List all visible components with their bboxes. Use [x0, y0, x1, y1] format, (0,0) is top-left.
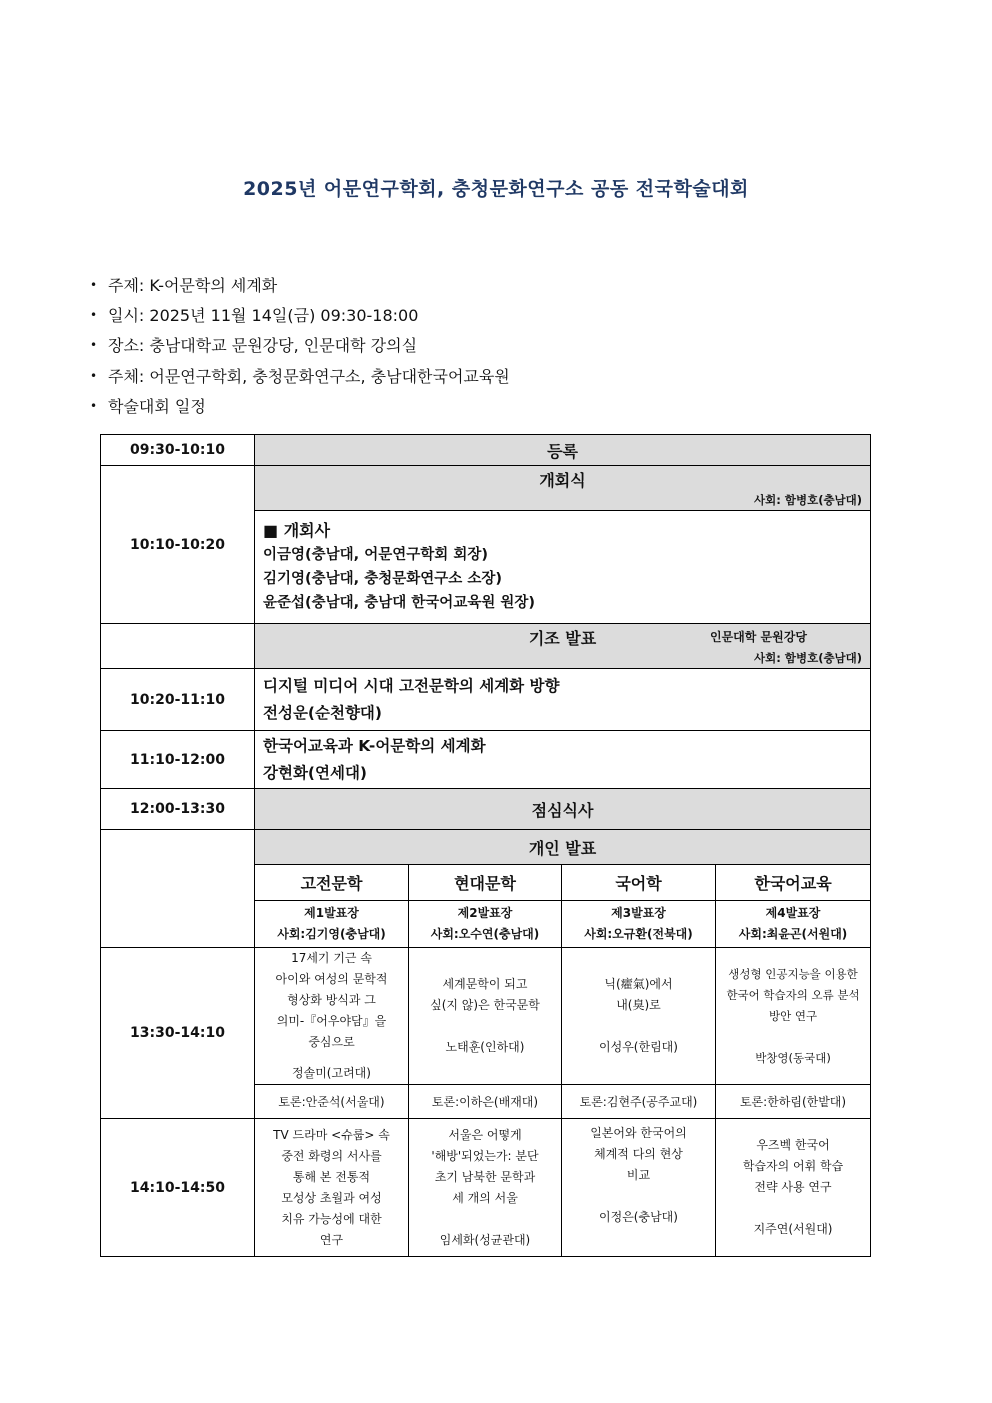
room-name: 제2발표장 — [457, 906, 513, 920]
room-cell — [255, 901, 409, 948]
registration-label: 등록 — [255, 435, 871, 466]
individual-header-row — [101, 830, 871, 865]
info-host — [90, 361, 510, 391]
paper-title-line: 통해 본 전통적 — [292, 1169, 371, 1184]
paper-title-line: 치유 가능성에 대한 — [281, 1211, 382, 1226]
paper-title-line: '해방'되었는가: 분단 — [431, 1148, 539, 1163]
paper-author: 박창영(동국대) — [755, 1050, 831, 1065]
room-name: 제4발표장 — [765, 906, 821, 920]
bullet-icon: • — [90, 308, 98, 323]
paper-title-line: 연구 — [319, 1232, 344, 1247]
paper-cell — [409, 1119, 562, 1257]
info-theme — [90, 270, 510, 300]
bullet-icon: • — [90, 368, 98, 383]
paper-cell — [255, 948, 409, 1085]
keynote-talk — [255, 669, 871, 731]
keynote-header — [255, 624, 871, 669]
room-moderator: 사회:오규환(전북대) — [584, 927, 693, 941]
opening-moderator: 사회: 함병호(충남대) — [754, 493, 863, 507]
discussant: 토론:안준석(서울대) — [255, 1085, 409, 1119]
room-moderator: 사회:김기영(충남대) — [277, 927, 386, 941]
paper-title-line: 세계문학이 되고 — [442, 977, 528, 991]
room-cell — [716, 901, 871, 948]
time-cell: 10:10-10:20 — [101, 466, 255, 624]
opening-label: 개회식 — [539, 471, 586, 490]
paper-title-line: 형상화 방식과 그 — [287, 993, 376, 1007]
time-cell: 09:30-10:10 — [101, 435, 255, 466]
opening-speech-title: ■ 개회사 — [263, 521, 331, 540]
discussant: 토론:김현주(공주교대) — [562, 1085, 716, 1119]
paper-title-line: 전략 사용 연구 — [754, 1180, 832, 1194]
talk-speaker: 강현화(연세대) — [263, 763, 368, 782]
paper-title-line: 내(臭)로 — [616, 998, 661, 1012]
time-cell: 13:30-14:10 — [101, 948, 255, 1119]
info-place — [90, 330, 510, 360]
paper-cell — [255, 1119, 409, 1257]
paper-author: 이정은(충남대) — [599, 1210, 678, 1224]
keynote-location: 인문대학 문원강당 — [710, 630, 807, 644]
paper-title-line: 의미-『어우야담』을 — [276, 1014, 387, 1028]
paper-title-line: 17세기 기근 속 — [291, 951, 372, 965]
paper-title-line: 방안 연구 — [768, 1008, 818, 1023]
keynote-talk — [255, 731, 871, 789]
paper-title-line: 체계적 다의 현상 — [594, 1147, 683, 1161]
paper-title-line: 비교 — [626, 1168, 651, 1182]
opening-speaker: 이금영(충남대, 어문연구학회 회장) — [263, 547, 488, 563]
talk-title: 한국어교육과 K-어문학의 세계화 — [263, 736, 486, 755]
session-1-row — [101, 948, 871, 1085]
bullet-icon: • — [90, 278, 98, 292]
talk-title: 디지털 미디어 시대 고전문학의 세계화 방향 — [263, 676, 560, 695]
empty-time-cell — [101, 624, 255, 669]
keynote-header-row — [101, 624, 871, 669]
opening-speaker: 김기영(충남대, 충청문화연구소 소장) — [263, 571, 502, 587]
paper-author: 지주연(서원대) — [753, 1222, 833, 1236]
info-list — [90, 270, 510, 421]
registration-row — [101, 435, 871, 466]
paper-author: 임세화(성균관대) — [439, 1232, 531, 1247]
paper-title-line: 일본어와 한국어의 — [590, 1126, 687, 1140]
keynote-talk-row — [101, 669, 871, 731]
schedule-table — [100, 434, 871, 1257]
opening-body — [255, 511, 871, 624]
paper-title-line: 우즈벡 한국어 — [756, 1138, 830, 1152]
paper-cell — [716, 1119, 871, 1257]
paper-title-line: 초기 남북한 문학과 — [434, 1169, 536, 1184]
time-cell: 11:10-12:00 — [101, 731, 255, 789]
paper-title-line: 닉(癨氣)에서 — [604, 977, 673, 991]
individual-label: 개인 발표 — [255, 830, 871, 865]
room-cell — [409, 901, 562, 948]
time-cell: 14:10-14:50 — [101, 1119, 255, 1257]
info-theme-text: 주제: K-어문학의 세계화 — [108, 276, 278, 295]
track-name: 국어학 — [562, 865, 716, 901]
info-schedule — [90, 391, 510, 421]
track-name: 현대문학 — [409, 865, 562, 901]
room-cell — [562, 901, 716, 948]
opening-header-row — [101, 466, 871, 511]
paper-title-line: 싶(지 않)은 한국문학 — [430, 998, 540, 1012]
paper-title-line: 모성상 초월과 여성 — [281, 1190, 382, 1205]
info-place-text: 장소: 충남대학교 문원강당, 인문대학 강의실 — [108, 336, 418, 356]
paper-cell — [716, 948, 871, 1085]
info-date — [90, 300, 510, 330]
paper-title-line: 중심으로 — [308, 1035, 355, 1049]
time-cell: 12:00-13:30 — [101, 789, 255, 830]
room-name: 제3발표장 — [611, 906, 666, 920]
paper-title-line: 생성형 인공지능을 이용한 — [728, 966, 858, 981]
info-host-text: 주체: 어문연구학회, 충청문화연구소, 충남대한국어교육원 — [108, 366, 510, 386]
bullet-icon: • — [90, 398, 98, 413]
opening-speaker: 윤준섭(충남대, 충남대 한국어교육원 원장) — [263, 595, 536, 611]
bullet-icon: • — [90, 338, 98, 353]
track-name: 고전문학 — [255, 865, 409, 901]
paper-author: 정솔미(고려대) — [292, 1066, 371, 1080]
paper-title-line: 중전 화령의 서사를 — [281, 1148, 382, 1163]
paper-title-line: 학습자의 어휘 학습 — [742, 1159, 844, 1173]
paper-cell — [562, 1119, 716, 1257]
paper-author: 이성우(한림대) — [599, 1040, 678, 1054]
time-cell: 10:20-11:10 — [101, 669, 255, 731]
discussant: 토론:한하림(한밭대) — [716, 1085, 871, 1119]
track-name: 한국어교육 — [716, 865, 871, 901]
lunch-label: 점심식사 — [255, 789, 871, 830]
paper-title-line: 서울은 어떻게 — [448, 1127, 522, 1142]
discussant: 토론:이하은(배재대) — [409, 1085, 562, 1119]
keynote-talk-row — [101, 731, 871, 789]
session-2-row — [101, 1119, 871, 1257]
page-title: 2025년 어문연구학회, 충청문화연구소 공동 전국학술대회 — [243, 178, 749, 200]
lunch-row — [101, 789, 871, 830]
paper-cell — [562, 948, 716, 1085]
room-moderator: 사회:최윤곤(서원대) — [738, 927, 848, 941]
keynote-label: 기조 발표 — [528, 629, 597, 648]
room-moderator: 사회:오수연(충남대) — [430, 927, 540, 941]
paper-cell — [409, 948, 562, 1085]
paper-title-line: 한국어 학습자의 오류 분석 — [726, 987, 860, 1002]
paper-author: 노태훈(인하대) — [445, 1040, 525, 1054]
talk-speaker: 전성운(순천향대) — [263, 703, 382, 722]
empty-time-cell — [101, 830, 255, 948]
room-name: 제1발표장 — [304, 906, 359, 920]
paper-title-line: 아이와 여성의 문학적 — [275, 972, 388, 986]
paper-title-line: TV 드라마 <슈룹> 속 — [273, 1127, 390, 1142]
info-date-text: 일시: 2025년 11월 14일(금) 09:30-18:00 — [108, 306, 419, 326]
paper-title-line: 세 개의 서울 — [452, 1190, 518, 1205]
info-schedule-text: 학술대회 일정 — [108, 396, 206, 416]
opening-header — [255, 466, 871, 511]
keynote-moderator: 사회: 함병호(충남대) — [754, 651, 863, 665]
